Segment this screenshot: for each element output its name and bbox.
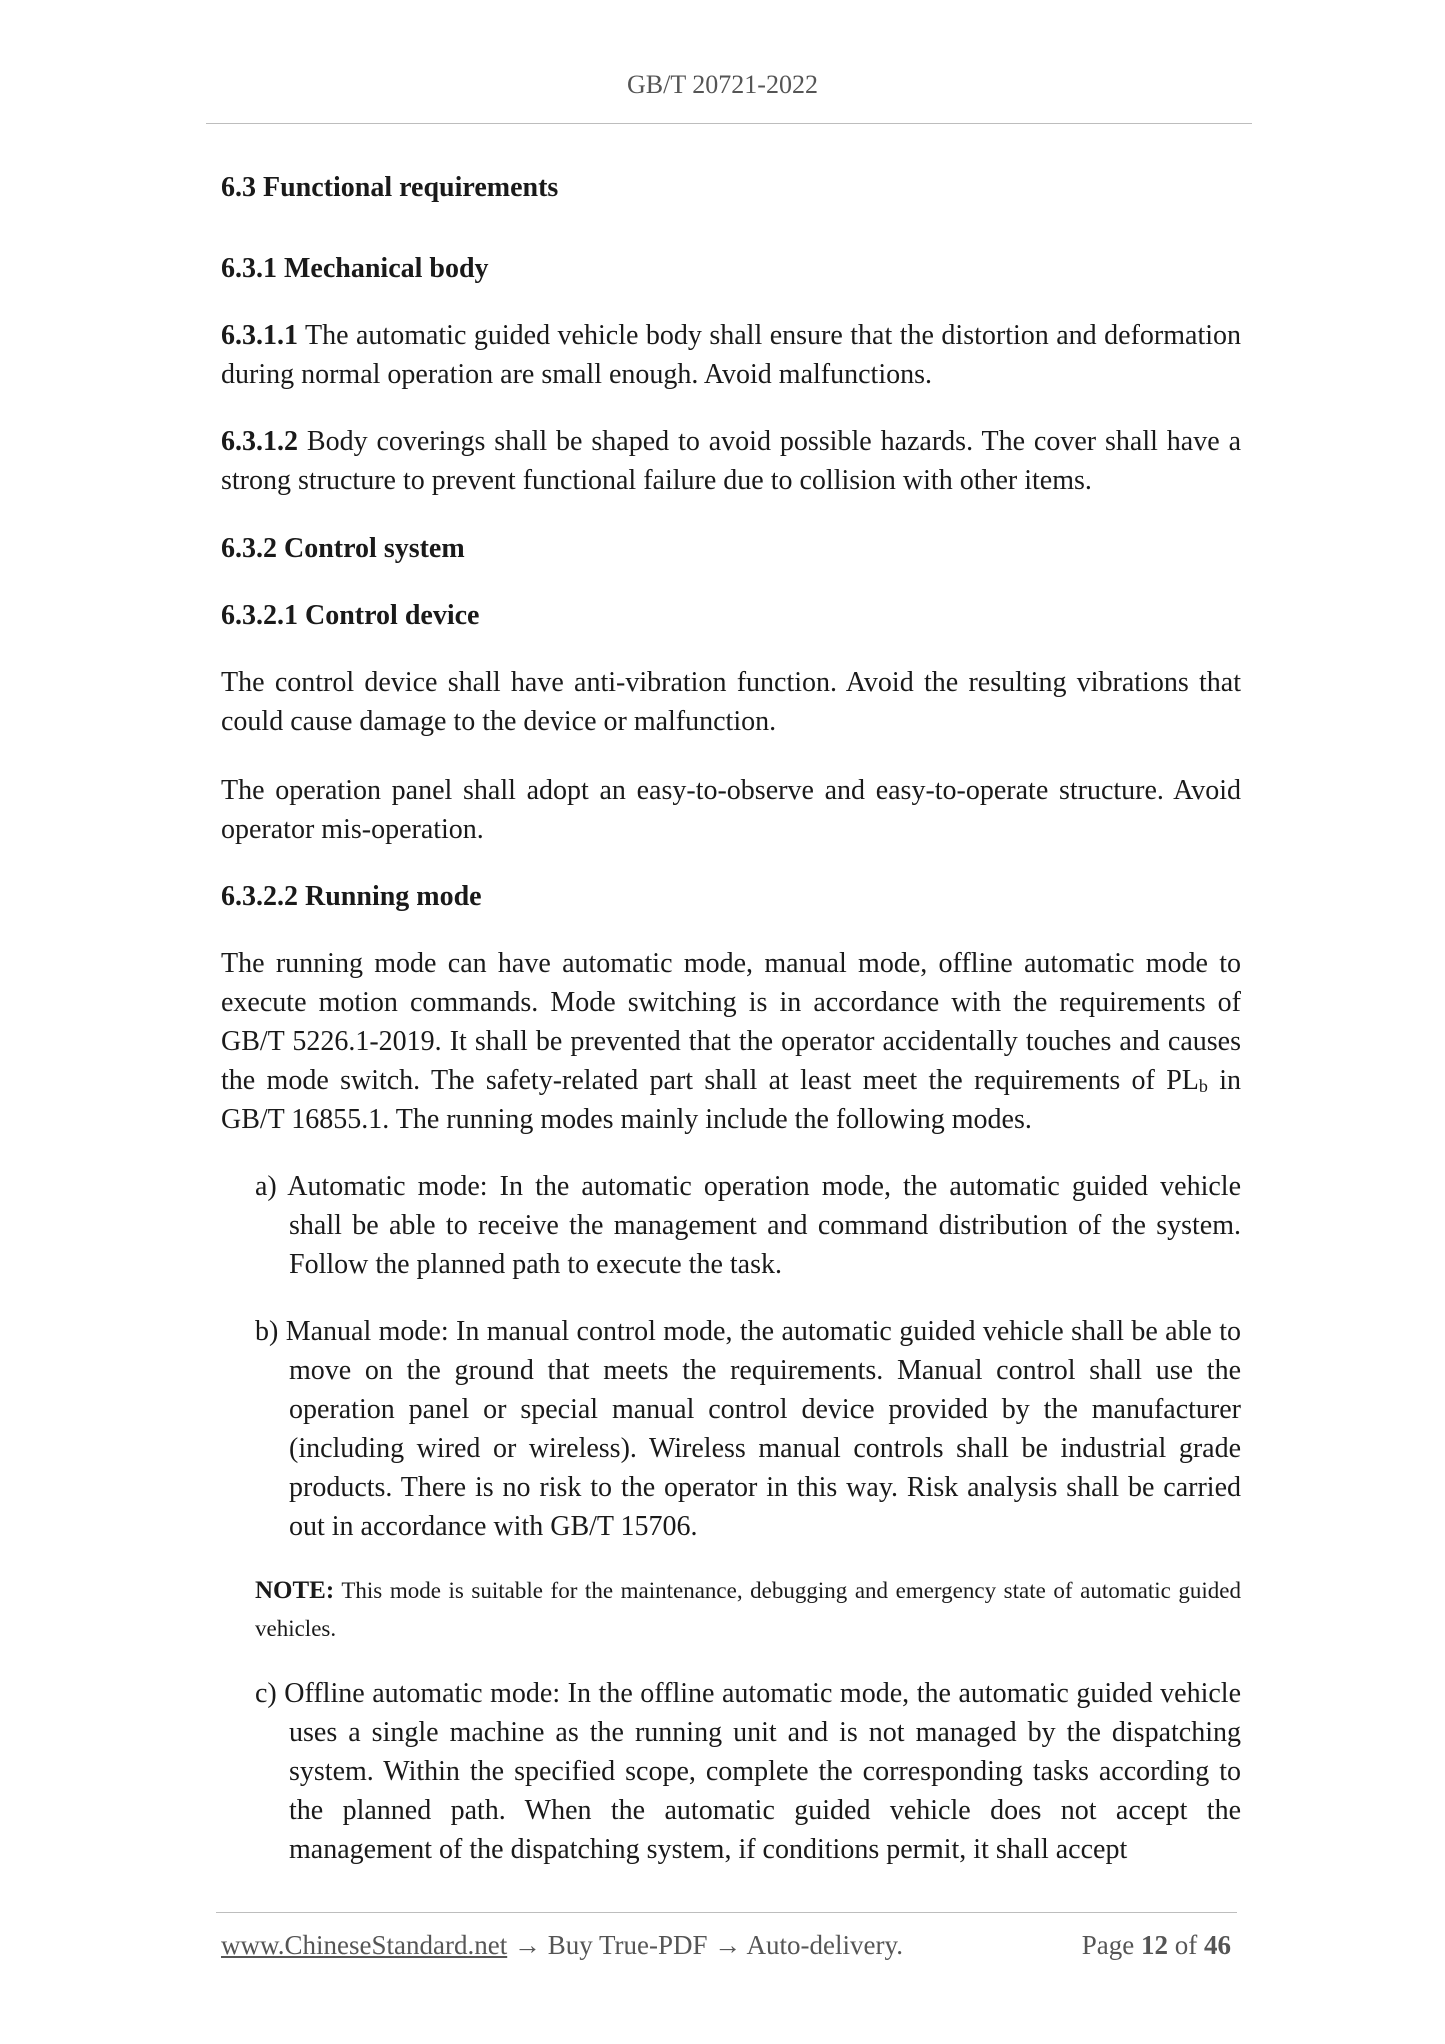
paragraph-6-3-1-1: [221, 316, 1241, 394]
clause-text: Body coverings shall be shaped to avoid possible hazards. The cover shall have a strong structure to prevent functional failure due to collision with other items.: [221, 426, 1241, 496]
running-mode-text-end: in GB/T 16855.1. The running modes mainly include the following modes.: [221, 1065, 1241, 1135]
heading-6-3-2-1: 6.3.2.1 Control device: [221, 600, 480, 631]
page-label: Page: [1081, 1930, 1135, 1960]
paragraph-running-mode: [221, 944, 1241, 1139]
page-total: 46: [1204, 1930, 1231, 1960]
heading-6-3-1: 6.3.1 Mechanical body: [221, 253, 489, 284]
footer-divider: [216, 1912, 1237, 1913]
paragraph-6-3-1-2: [221, 422, 1241, 500]
list-item-manual-mode: b) Manual mode: In manual control mode, the automatic guided vehicle shall be able to move on the ground that meets the requirements. Manual control shall use the operation panel or special manual control device provided by the manufacturer (including wired or wireless). Wireless manual controls shall be industrial grade products. There is no risk to the operator in this way. Risk analysis shall be carried out in accordance with GB/T 15706.: [255, 1316, 1241, 1542]
paragraph-control-device: The control device shall have anti-vibration function. Avoid the resulting vibrations that could cause damage to the device or malfunction.: [221, 667, 1241, 737]
site-link[interactable]: www.ChineseStandard.net: [221, 1930, 508, 1960]
list-item-offline-automatic-mode: c) Offline automatic mode: In the offline automatic mode, the automatic guided vehicle uses a single machine as the running unit and is not managed by the dispatching system. Within the specified scope, complete the corresponding tasks according to the planned path. When the automatic guided vehicle does not accept the management of the dispatching system, if conditions permit, it shall accept: [255, 1678, 1241, 1865]
note-label: NOTE:: [255, 1577, 335, 1604]
page-indicator: [1082, 1930, 1231, 1961]
list-item-automatic-mode: a) Automatic mode: In the automatic operation mode, the automatic guided vehicle shall be able to receive the management and command distribution of the system. Follow the planned path to execute the task.: [255, 1171, 1241, 1280]
note: [221, 1572, 1241, 1648]
clause-text: The automatic guided vehicle body shall ensure that the distortion and deformation during normal operation are small enough. Avoid malfunctions.: [221, 320, 1241, 390]
clause-number: 6.3.1.1: [221, 320, 298, 351]
paragraph-operation-panel: The operation panel shall adopt an easy-to-observe and easy-to-operate structure. Avoid operator mis-operation.: [221, 775, 1241, 845]
clause-number: 6.3.1.2: [221, 426, 298, 457]
subscript-b: b: [1198, 1076, 1208, 1096]
heading-6-3-2: 6.3.2 Control system: [221, 533, 465, 564]
heading-6-3-2-2: 6.3.2.2 Running mode: [221, 881, 482, 912]
document-id-header: GB/T 20721-2022: [627, 70, 818, 99]
footer-promo: [221, 1930, 903, 1961]
page-current: 12: [1141, 1930, 1168, 1960]
of-label: of: [1174, 1930, 1198, 1960]
note-text: This mode is suitable for the maintenance, debugging and emergency state of automatic guided vehicles.: [255, 1578, 1241, 1641]
running-mode-text: The running mode can have automatic mode, manual mode, offline automatic mode to execute motion commands. Mode switching is in accordance with the requirements of GB/T 5226.1-2019. It shall be prevented that the operator accidentally touches and causes the mode switch. The safety-related part shall at least meet the requirements of PL: [221, 948, 1241, 1096]
header-divider: [206, 123, 1252, 124]
promo-text: → Buy True-PDF → Auto-delivery.: [507, 1930, 903, 1960]
heading-6-3: 6.3 Functional requirements: [221, 172, 559, 203]
document-body: [221, 168, 1241, 1869]
